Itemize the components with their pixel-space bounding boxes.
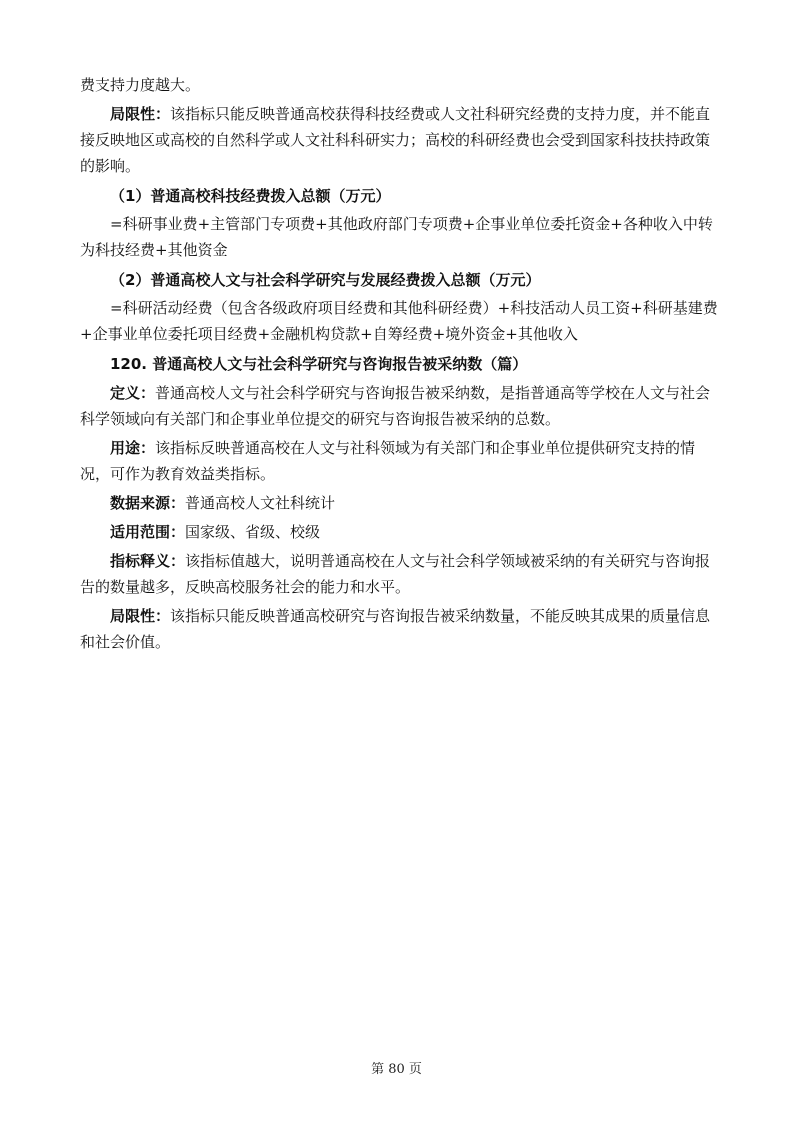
definition-label: 定义： <box>110 384 156 402</box>
interpretation-paragraph <box>80 548 720 600</box>
page-number: 第 80 页 <box>371 1062 422 1077</box>
limitation-text-1: 该指标只能反映普通高校获得科技经费或人文社科研究经费的支持力度，并不能直接反映地区或高校的自然科学或人文社科科研实力；高校的科研经费也会受到国家科技扶持政策的影响。 <box>80 105 711 175</box>
data-source-paragraph <box>80 490 720 516</box>
heading-1: （1）普通高校科技经费拨入总额（万元） <box>110 187 391 205</box>
definition-paragraph <box>80 380 720 432</box>
limitation-label-2: 局限性： <box>110 607 171 625</box>
usage-text: 该指标反映普通高校在人文与社科领域为有关部门和企事业单位提供研究支持的情况，可作为教育效益类指标。 <box>80 439 696 483</box>
limitation-paragraph-2 <box>80 603 720 655</box>
usage-label: 用途： <box>110 439 156 457</box>
definition-text: 普通高校人文与社会科学研究与咨询报告被采纳数，是指普通高等学校在人文与社会科学领域向有关部门和企事业单位提交的研究与咨询报告被采纳的总数。 <box>80 384 711 428</box>
limitation-label-1: 局限性： <box>110 105 171 123</box>
scope-paragraph <box>80 519 720 545</box>
continued-paragraph: 费支持力度越大。 <box>80 76 201 94</box>
heading-2: （2）普通高校人文与社会科学研究与发展经费拨入总额（万元） <box>110 271 541 289</box>
usage-paragraph <box>80 435 720 487</box>
section-heading-120: 120. 普通高校人文与社会科学研究与咨询报告被采纳数（篇） <box>110 355 528 373</box>
document-body <box>80 72 720 655</box>
formula-2: =科研活动经费（包含各级政府项目经费和其他科研经费）+科技活动人员工资+科研基建费+企事业单位委托项目经费+金融机构贷款+自筹经费+境外资金+其他收入 <box>80 299 718 343</box>
scope-label: 适用范围： <box>110 523 186 541</box>
data-source-text: 普通高校人文社科统计 <box>185 494 336 512</box>
interpretation-text: 该指标值越大，说明普通高校在人文与社会科学领域被采纳的有关研究与咨询报告的数量越多，反映高校服务社会的能力和水平。 <box>80 552 711 596</box>
limitation-paragraph-1 <box>80 101 720 179</box>
limitation-text-2: 该指标只能反映普通高校研究与咨询报告被采纳数量，不能反映其成果的质量信息和社会价值。 <box>80 607 711 651</box>
interpretation-label: 指标释义： <box>110 552 186 570</box>
data-source-label: 数据来源： <box>110 494 186 512</box>
formula-1: =科研事业费+主管部门专项费+其他政府部门专项费+企事业单位委托资金+各种收入中转为科技经费+其他资金 <box>80 215 713 259</box>
scope-text: 国家级、省级、校级 <box>185 523 321 541</box>
